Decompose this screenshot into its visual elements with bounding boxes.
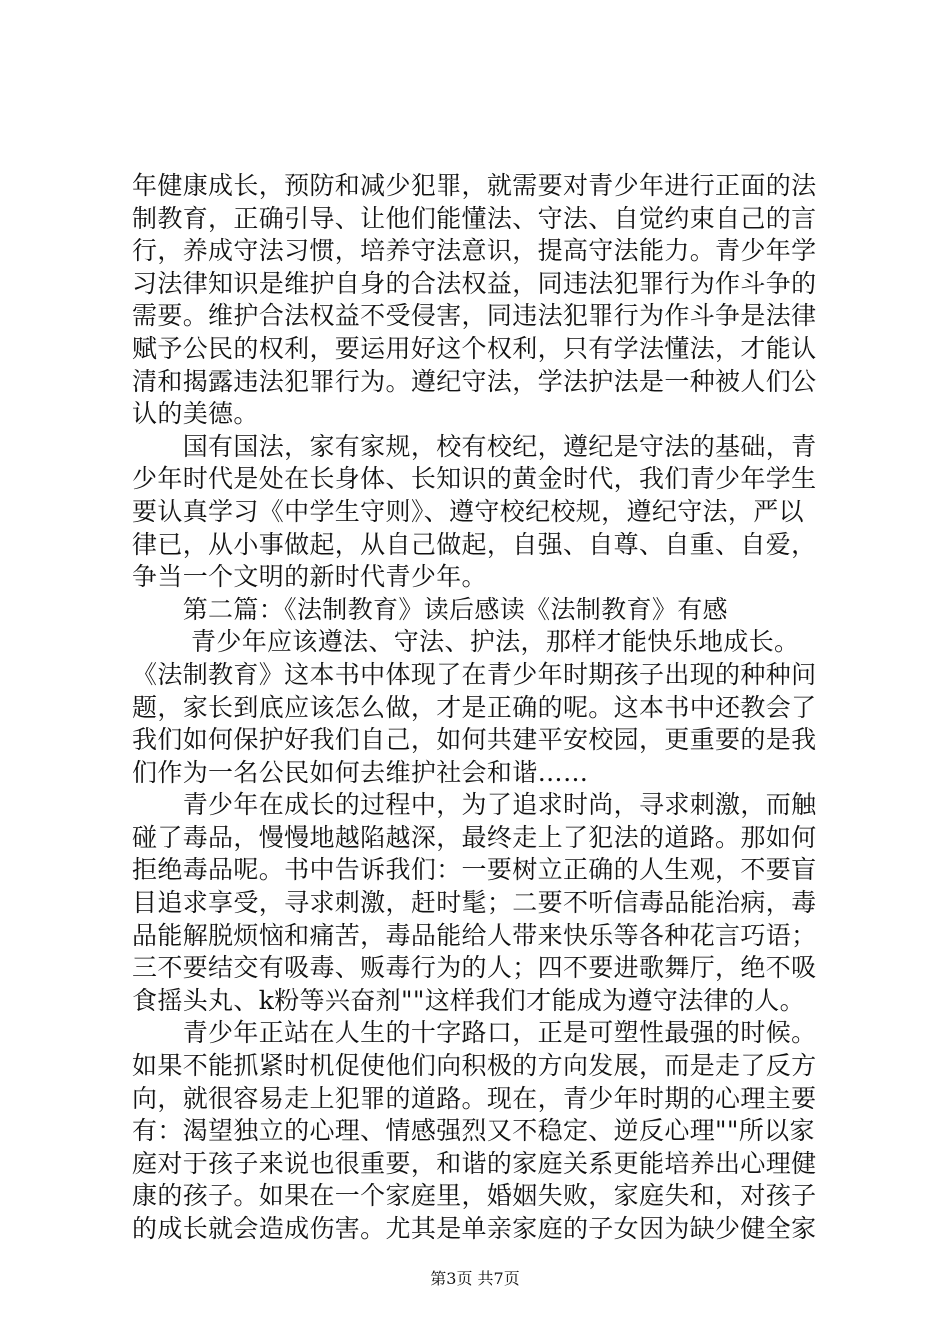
text-line: 青少年在成长的过程中，为了追求时尚，寻求刺激，而触 (132, 790, 817, 820)
text-line: 康的孩子。如果在一个家庭里，婚姻失败，家庭失和，对孩子 (132, 1181, 817, 1211)
text-line: 三不要结交有吸毒、贩毒行为的人；四不要进歌舞厅，绝不吸 (132, 953, 817, 983)
text-line: 品能解脱烦恼和痛苦，毒品能给人带来快乐等各种花言巧语； (132, 920, 817, 950)
text-line: 目追求享受，寻求刺激，赶时髦；二要不听信毒品能治病，毒 (132, 888, 817, 918)
text-line: 国有国法，家有家规，校有校纪，遵纪是守法的基础，青 (132, 431, 817, 461)
text-line: 青少年应该遵法、守法、护法，那样才能快乐地成长。 (132, 627, 800, 657)
text-line: 们作为一名公民如何去维护社会和谐…… (132, 757, 589, 787)
text-line: 《法制教育》这本书中体现了在青少年时期孩子出现的种种问 (132, 659, 817, 689)
body-text (132, 170, 832, 1246)
text-line: 青少年正站在人生的十字路口，正是可塑性最强的时候。 (132, 1018, 817, 1048)
text-line: 庭对于孩子来说也很重要，和谐的家庭关系更能培养出心理健 (132, 1148, 817, 1178)
text-line: 如果不能抓紧时机促使他们向积极的方向发展，而是走了反方 (132, 1051, 817, 1081)
text-line: 第二篇：《法制教育》读后感读《法制教育》有感 (132, 594, 728, 624)
text-line: 清和揭露违法犯罪行为。遵纪守法，学法护法是一种被人们公 (132, 366, 817, 396)
text-line: 拒绝毒品呢。书中告诉我们：一要树立正确的人生观，不要盲 (132, 855, 817, 885)
text-line: 制教育，正确引导、让他们能懂法、守法、自觉约束自己的言 (132, 203, 817, 233)
text-line: 有：渴望独立的心理、情感强烈又不稳定、逆反心理""所以家 (132, 1116, 815, 1146)
text-line: 食摇头丸、k粉等兴奋剂""这样我们才能成为遵守法律的人。 (132, 985, 805, 1015)
text-line: 的成长就会造成伤害。尤其是单亲家庭的子女因为缺少健全家 (132, 1214, 817, 1243)
text-line: 题，家长到底应该怎么做，才是正确的呢。这本书中还教会了 (132, 692, 817, 722)
text-line: 少年时代是处在长身体、长知识的黄金时代，我们青少年学生 (132, 464, 817, 494)
text-line: 认的美德。 (132, 399, 259, 429)
text-line: 赋予公民的权利，要运用好这个权利，只有学法懂法，才能认 (132, 333, 817, 363)
text-line: 我们如何保护好我们自己，如何共建平安校园，更重要的是我 (132, 725, 817, 755)
page-footer: 第3页 共7页 (430, 1269, 520, 1288)
text-line: 争当一个文明的新时代青少年。 (132, 562, 487, 592)
text-line: 年健康成长，预防和减少犯罪，就需要对青少年进行正面的法 (132, 171, 817, 200)
text-line: 习法律知识是维护自身的合法权益，同违法犯罪行为作斗争的 (132, 268, 817, 298)
text-line: 要认真学习《中学生守则》、遵守校纪校规，遵纪守法，严以 (132, 496, 804, 526)
text-line: 向，就很容易走上犯罪的道路。现在，青少年时期的心理主要 (132, 1083, 817, 1113)
text-line: 需要。维护合法权益不受侵害，同违法犯罪行为作斗争是法律 (132, 301, 817, 331)
text-line: 碰了毒品，慢慢地越陷越深，最终走上了犯法的道路。那如何 (132, 822, 817, 852)
text-line: 律已，从小事做起，从自己做起，自强、自尊、自重、自爱， (132, 529, 817, 559)
text-line: 行，养成守法习惯，培养守法意识，提高守法能力。青少年学 (132, 236, 817, 266)
